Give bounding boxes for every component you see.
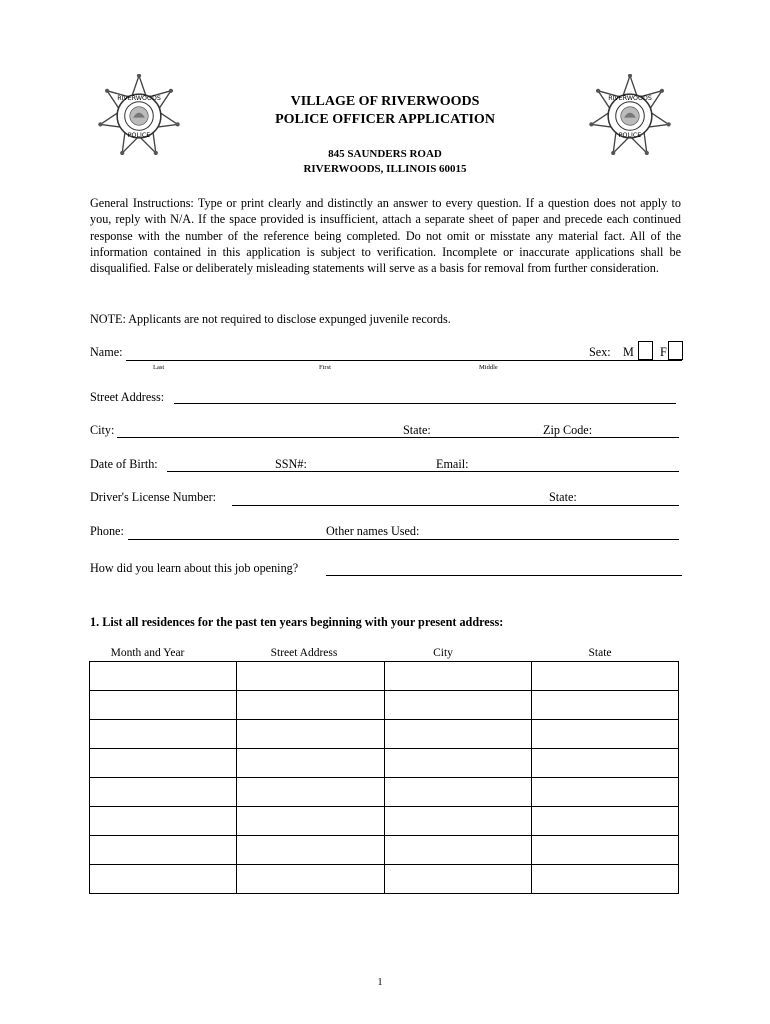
name-label: Name: <box>90 345 123 359</box>
phone-othernames-field[interactable] <box>128 539 679 540</box>
how-learn-field[interactable] <box>326 575 682 576</box>
residence-cell[interactable] <box>531 836 678 865</box>
col-state: State <box>588 647 612 659</box>
residence-cell[interactable] <box>90 749 237 778</box>
name-last-label: Last <box>153 364 165 371</box>
residence-cell[interactable] <box>384 691 531 720</box>
residences-table <box>89 661 679 894</box>
residence-cell[interactable] <box>531 749 678 778</box>
residence-cell[interactable] <box>90 807 237 836</box>
other-names-label: Other names Used: <box>326 524 420 538</box>
residence-cell[interactable] <box>531 691 678 720</box>
residence-cell[interactable] <box>531 662 678 691</box>
table-row <box>90 749 679 778</box>
col-month-year: Month and Year <box>110 647 185 659</box>
note-text: NOTE: Applicants are not required to disclose expunged juvenile records. <box>90 312 451 326</box>
sex-label: Sex: <box>589 345 611 359</box>
residence-cell[interactable] <box>237 778 384 807</box>
street-address-label: Street Address: <box>90 390 165 404</box>
badge-bottom-text: POLICE <box>618 132 642 139</box>
dob-ssn-email-field[interactable] <box>167 471 679 472</box>
how-learn-label: How did you learn about this job opening? <box>90 561 299 575</box>
residence-cell[interactable] <box>90 836 237 865</box>
table-row <box>90 865 679 894</box>
residence-cell[interactable] <box>531 778 678 807</box>
table-row <box>90 836 679 865</box>
name-middle-label: Middle <box>479 364 498 371</box>
table-row <box>90 807 679 836</box>
residence-cell[interactable] <box>384 749 531 778</box>
residence-cell[interactable] <box>531 807 678 836</box>
drivers-license-label: Driver's License Number: <box>90 490 217 504</box>
address-line-1: 845 SAUNDERS ROAD <box>328 148 442 160</box>
residence-cell[interactable] <box>90 778 237 807</box>
residence-cell[interactable] <box>384 720 531 749</box>
page-number: 1 <box>377 977 383 988</box>
drivers-license-field[interactable] <box>232 505 679 506</box>
sex-f-label: F <box>660 345 667 359</box>
city-state-zip-field[interactable] <box>117 437 679 438</box>
badge-top-text: RIVERWOODS <box>608 95 652 103</box>
residence-cell[interactable] <box>237 807 384 836</box>
table-row <box>90 662 679 691</box>
col-street-address: Street Address <box>270 647 338 659</box>
city-label: City: <box>90 423 115 437</box>
residence-cell[interactable] <box>90 865 237 894</box>
zip-code-label: Zip Code: <box>543 423 593 437</box>
sex-m-label: M <box>623 345 634 359</box>
residence-cell[interactable] <box>237 749 384 778</box>
email-label: Email: <box>436 457 469 471</box>
name-first-label: First <box>319 364 331 371</box>
phone-label: Phone: <box>90 524 124 538</box>
address-line-2: RIVERWOODS, ILLINOIS 60015 <box>303 163 467 175</box>
residence-cell[interactable] <box>384 807 531 836</box>
table-row <box>90 720 679 749</box>
badge-top-text: RIVERWOODS <box>117 95 161 103</box>
residence-cell[interactable] <box>90 662 237 691</box>
org-name: VILLAGE OF RIVERWOODS <box>290 94 480 109</box>
state-label: State: <box>403 423 431 437</box>
residence-cell[interactable] <box>237 720 384 749</box>
name-field[interactable] <box>126 360 682 361</box>
ssn-label: SSN#: <box>275 457 307 471</box>
badge-bottom-text: POLICE <box>127 132 151 139</box>
residence-cell[interactable] <box>90 720 237 749</box>
residence-cell[interactable] <box>384 778 531 807</box>
residence-cell[interactable] <box>384 662 531 691</box>
sex-m-checkbox[interactable] <box>638 341 653 360</box>
date-of-birth-label: Date of Birth: <box>90 457 158 471</box>
general-instructions: General Instructions: Type or print clearly and distinctly an answer to every question. If a question does not apply to you, reply with N/A. If the space provided is insufficient, attach a separate sheet of paper and precede each continued response with the number of the reference being completed. Do not omit or misstate any material fact. All of the information contained in this application is subject to verification. Incomplete or inaccurate applications shall be disqualified. False or deliberately misleading statements will serve as a basis for removal from further consideration. <box>90 196 681 276</box>
table-row <box>90 778 679 807</box>
license-state-label: State: <box>549 490 577 504</box>
residence-cell[interactable] <box>384 865 531 894</box>
sex-f-checkbox[interactable] <box>668 341 683 360</box>
residence-cell[interactable] <box>237 865 384 894</box>
residence-cell[interactable] <box>384 836 531 865</box>
col-city: City <box>433 647 453 659</box>
residence-cell[interactable] <box>237 662 384 691</box>
table-row <box>90 691 679 720</box>
residence-cell[interactable] <box>237 691 384 720</box>
section-1-title: 1. List all residences for the past ten years beginning with your present address: <box>90 615 504 629</box>
page-title: POLICE OFFICER APPLICATION <box>275 112 495 127</box>
residence-cell[interactable] <box>237 836 384 865</box>
street-address-field[interactable] <box>174 403 676 404</box>
residence-cell[interactable] <box>90 691 237 720</box>
residence-cell[interactable] <box>531 865 678 894</box>
residence-cell[interactable] <box>531 720 678 749</box>
